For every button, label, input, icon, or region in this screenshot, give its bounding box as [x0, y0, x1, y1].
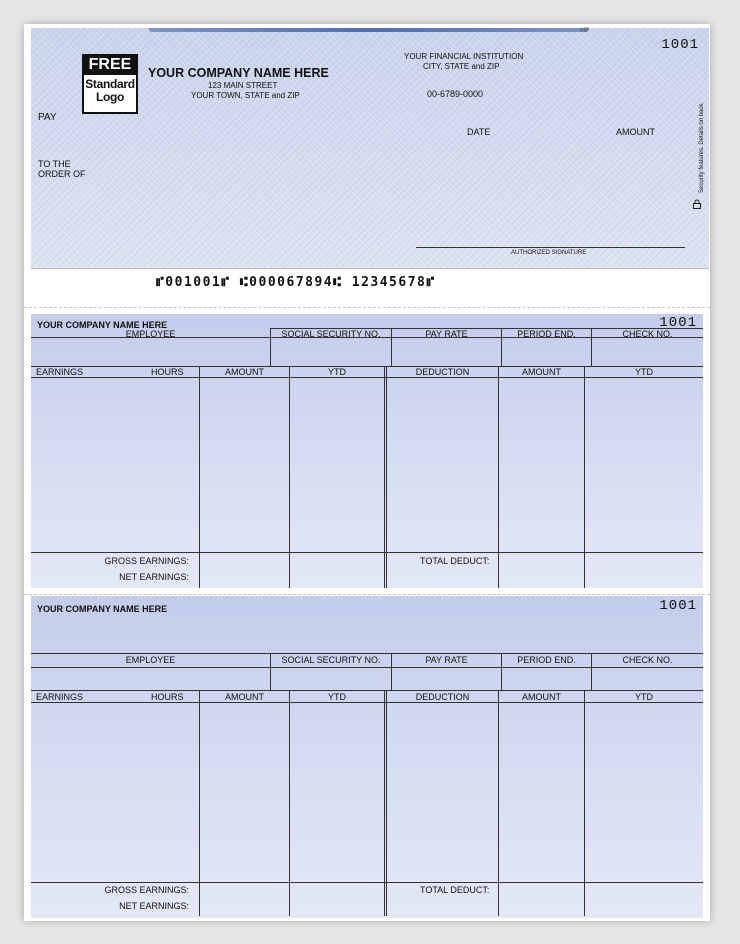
company-street: 123 MAIN STREET — [208, 81, 278, 90]
gross-earnings-label: GROSS EARNINGS: — [104, 556, 189, 566]
grid-line — [498, 366, 499, 588]
pay-rate-header: PAY RATE — [425, 655, 468, 665]
grid-line — [386, 366, 387, 588]
check-face: MP 1001 FREE Standard Logo YOUR COMPANY NAME HERE 123 MAIN STREET YOUR TOWN, STATE and ZIP YOUR FINANCIAL INSTITUTION CITY, STATE and ZIP 00-6789-0000 PAY DATE AMOUNT TO THE ORDER OF Security features. Details on back. AUTHORIZED SIGNATURE — [31, 28, 709, 269]
check-top-bar — [149, 28, 589, 32]
check-number: 1001 — [661, 37, 699, 53]
deduction-header: DEDUCTION — [415, 367, 470, 377]
order-of-label: TO THE ORDER OF — [38, 159, 86, 179]
pay-label: PAY — [38, 112, 57, 123]
ytd-header: YTD — [328, 367, 346, 377]
bank-city: CITY, STATE and ZIP — [423, 62, 500, 71]
fraction-number: 00-6789-0000 — [427, 89, 484, 99]
logo-line-1: Standard — [85, 77, 135, 91]
period-end-header: PERIOD END. — [517, 329, 576, 339]
company-name: YOUR COMPANY NAME HERE — [148, 66, 329, 80]
grid-line — [199, 690, 200, 916]
total-deduct-label: TOTAL DEDUCT: — [420, 885, 490, 895]
mp-mark: MP — [580, 28, 589, 34]
date-label: DATE — [467, 127, 491, 137]
total-deduct-label: TOTAL DEDUCT: — [420, 556, 490, 566]
stub-check-number: 1001 — [659, 598, 697, 614]
check-no-header: CHECK NO. — [622, 655, 673, 665]
deduction-header: DEDUCTION — [415, 692, 470, 702]
stub-1 — [31, 314, 703, 588]
logo-free-text: FREE — [84, 56, 136, 75]
grid-line — [31, 690, 703, 691]
ytd-header: YTD — [328, 692, 346, 702]
grid-line — [31, 377, 703, 378]
company-town: YOUR TOWN, STATE and ZIP — [191, 91, 300, 100]
earnings-header: EARNINGS — [36, 367, 84, 377]
logo-line-2: Logo — [95, 90, 125, 104]
deduction-amount-header: AMOUNT — [522, 692, 561, 702]
grid-line — [31, 552, 703, 553]
grid-line — [384, 690, 385, 916]
amount-label: AMOUNT — [616, 127, 655, 137]
grid-line — [31, 882, 703, 883]
hours-header: HOURS — [151, 367, 184, 377]
grid-line — [31, 653, 703, 654]
employee-header: EMPLOYEE — [125, 655, 176, 665]
grid-line — [31, 667, 703, 668]
stub-check-number: 1001 — [659, 315, 697, 331]
grid-line — [386, 690, 387, 916]
grid-line — [199, 366, 200, 588]
check-no-header: CHECK NO. — [622, 329, 673, 339]
amount-header: AMOUNT — [225, 367, 264, 377]
net-earnings-label: NET EARNINGS: — [119, 901, 189, 911]
grid-line — [31, 702, 703, 703]
bank-name: YOUR FINANCIAL INSTITUTION — [404, 52, 524, 61]
perforation-1 — [24, 307, 710, 308]
net-earnings-label: NET EARNINGS: — [119, 572, 189, 582]
grid-line — [498, 690, 499, 916]
logo — [82, 54, 138, 114]
period-end-header: PERIOD END. — [517, 655, 576, 665]
grid-line — [584, 690, 585, 916]
micr-line: ⑈001001⑈ ⑆000067894⑆ 12345678⑈ — [156, 275, 436, 290]
stub-company: YOUR COMPANY NAME HERE — [37, 320, 168, 330]
deduction-amount-header: AMOUNT — [522, 367, 561, 377]
gross-earnings-label: GROSS EARNINGS: — [104, 885, 189, 895]
deduction-ytd-header: YTD — [635, 367, 653, 377]
lock-icon — [693, 199, 701, 209]
signature-label: AUTHORIZED SIGNATURE — [511, 250, 587, 256]
employee-header: EMPLOYEE — [125, 329, 176, 339]
deduction-ytd-header: YTD — [635, 692, 653, 702]
stub-company: YOUR COMPANY NAME HERE — [37, 604, 168, 614]
earnings-header: EARNINGS — [36, 692, 84, 702]
ssn-header: SOCIAL SECURITY NO. — [281, 655, 381, 665]
pay-rate-header: PAY RATE — [425, 329, 468, 339]
ssn-header: SOCIAL SECURITY NO. — [281, 329, 381, 339]
grid-line — [384, 366, 385, 588]
check-sheet — [24, 24, 710, 921]
grid-line — [289, 690, 290, 916]
signature-line — [416, 247, 685, 248]
hours-header: HOURS — [151, 692, 184, 702]
amount-header: AMOUNT — [225, 692, 264, 702]
stub-2 — [31, 596, 703, 918]
perforation-2 — [24, 594, 710, 595]
grid-line — [584, 366, 585, 588]
grid-line — [289, 366, 290, 588]
